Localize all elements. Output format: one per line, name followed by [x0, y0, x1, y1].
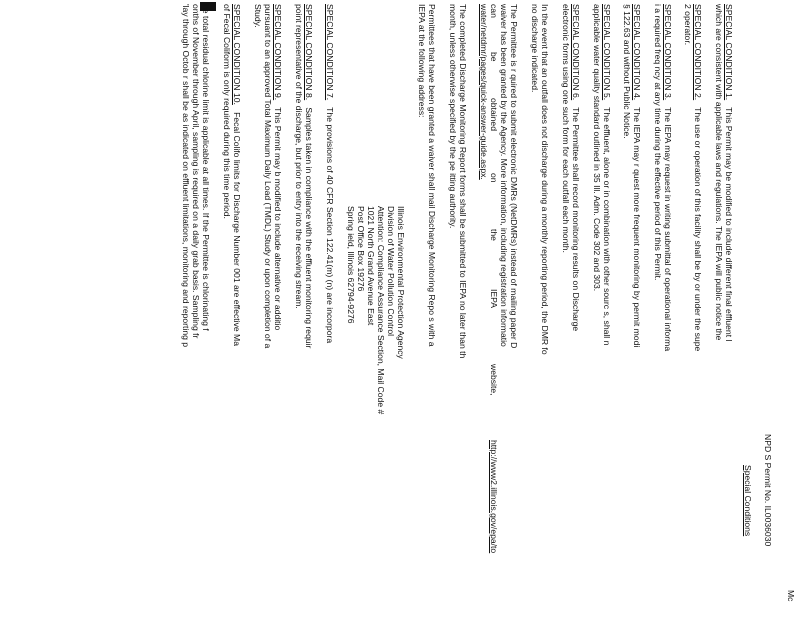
justified-word: the: [489, 229, 499, 241]
condition-9-line-1: SPECIAL CONDITION 9. This Permit may b modified to include alternative or additio: [273, 4, 283, 331]
condition-5-line-2: applicable water quality standard outlined in 35 Ill. Adm. Code 302 and 303.: [592, 4, 602, 292]
address-line: Attention: Compliance Assurance Section, Mail Code #: [376, 206, 386, 415]
condition-10-line-1: SPECIAL CONDITION 10. Fecal Colifo limits for Discharge Number 001 are effective Ma: [232, 4, 242, 346]
justified-word: website,: [489, 364, 499, 396]
condition-6-para-4-line-2: month, unless otherwise specified by the pe itting authority.: [448, 4, 458, 229]
condition-10-para-2-line-2: onths of November through April, sampling is required on a daily grab basis. Sampling fr: [191, 4, 201, 339]
condition-6-para-2-line-2: no discharge indicated.: [530, 4, 540, 93]
condition-8-line-1: SPECIAL CONDITION 8. Samples taken in compliance with the effluent monitoring requir: [304, 4, 314, 349]
condition-5-line-1: SPECIAL CONDITION 5. The effluent, alone or in combination with other sourc s, shall n: [602, 4, 612, 346]
condition-10-para-2-line-1: he total residual chlorine limit is applicable at all times. If the Permittee is chlorinating f: [201, 4, 211, 331]
condition-6-para-5-line-1: Permittees that have been granted a waiver shall mail Discharge Monitoring Repo s with a: [427, 4, 437, 347]
condition-10-label: SPECIAL CONDITION 10.: [232, 4, 242, 105]
address-line: Illinois Environmental Protection Agency: [396, 206, 406, 359]
justified-word: can: [489, 4, 499, 18]
condition-6-para-5-line-2: IEPA at the following address:: [417, 4, 427, 118]
justified-word: on: [489, 173, 499, 183]
condition-9-line-3: Study.: [253, 4, 263, 28]
condition-2-label: SPECIAL CONDITION 2.: [693, 4, 703, 101]
condition-10-line-2: of Fecal Coliform is only required during this time period.: [222, 4, 232, 219]
condition-6-line-1: SPECIAL CONDITION 6. The Permittee shall record monitoring results on Discharge: [571, 4, 581, 332]
condition-2-line-1: SPECIAL CONDITION 2. The use or operation of this facility shall be by or under the supe: [693, 4, 703, 352]
condition-6-para-4-line-1: The completed Discharge Monitoring Report forms shall be submitted to IEPA no later than th: [458, 4, 468, 359]
condition-7-label: SPECIAL CONDITION 7.: [325, 4, 335, 101]
permit-number: NPD S Permit No. IL0036030: [763, 434, 773, 547]
condition-10-para-2-line-3: 'lay through Octob r shall be as indicated on effluent limitations, monitoring and reporting p: [181, 4, 191, 348]
condition-3-label: SPECIAL CONDITION 3.: [663, 4, 673, 101]
condition-6-label: SPECIAL CONDITION 6.: [571, 4, 581, 101]
address-line: Division of Water Pollution Control: [386, 206, 396, 337]
justified-word: be: [489, 52, 499, 62]
condition-9-line-2: pursuant to an approved Total Maximum Daily Load (TMDL) Study or upon completion of a: [263, 4, 273, 349]
condition-5-label: SPECIAL CONDITION 5.: [602, 4, 612, 101]
corner-text: Mc: [786, 590, 796, 602]
condition-6-line-2: electronic forms using one such form for each outfall each month.: [561, 4, 571, 253]
justified-word: obtained: [489, 98, 499, 131]
condition-3-line-1: SPECIAL CONDITION 3. The IEPA may request in writing submittal of operational informa: [663, 4, 673, 352]
condition-4-line-2: § 122.63 and without Public Notice.: [622, 4, 632, 139]
condition-3-line-2: i a required freq ncy at any time during the effective period of this Permit.: [653, 4, 663, 281]
section-title: Special Conditions: [743, 465, 753, 537]
justified-word: IEPA: [489, 289, 499, 308]
condition-2-line-2: 2 operator.: [683, 4, 693, 46]
address-line: 1021 North Grand Avenue East: [366, 206, 376, 326]
condition-8-label: SPECIAL CONDITION 8.: [304, 4, 314, 101]
condition-1-line-1: SPECIAL CONDITION 1. This Permit may be modified to include different final effluent l: [724, 4, 734, 342]
condition-1-label: SPECIAL CONDITION 1.: [724, 4, 734, 101]
condition-6-para-3-line-1: The Permittee is r quired to submit electronic DMRs (NetDMRs) instead of mailing paper D: [509, 4, 519, 349]
condition-6-para-3-line-2: waiver has been granted by the Agency. More information, including registration informatio: [499, 4, 509, 347]
condition-1-line-2: which are consistent with applicable laws and regulations. The IEPA will public notice the: [714, 4, 724, 341]
iepa-website-link[interactable]: http://www2.illinois.gov/epa/to: [489, 440, 499, 554]
condition-6-para-2-line-1: In the event that an outfall does not discharge during a monthly reporting period, the DMR fo: [540, 4, 550, 355]
condition-7-line-1: SPECIAL CONDITION 7. The provisions of 40 CFR Section 122.41(m) (n) are incorpora: [325, 4, 335, 344]
netdmr-guide-link[interactable]: water/netdmr/pages/quick-answer-guide.aspx.: [479, 4, 489, 180]
address-line: Post Office Box 19276: [356, 206, 366, 292]
address-line: Spring ield, Illinois 62794-9276: [346, 206, 356, 324]
condition-4-line-1: SPECIAL CONDITION 4. The IEPA may r quest more frequent monitoring by permit modi: [632, 4, 642, 348]
condition-9-label: SPECIAL CONDITION 9.: [273, 4, 283, 101]
condition-8-line-2: point representative of the discharge, but prior to entry into the receiving stream.: [294, 4, 304, 309]
condition-4-label: SPECIAL CONDITION 4.: [632, 4, 642, 101]
